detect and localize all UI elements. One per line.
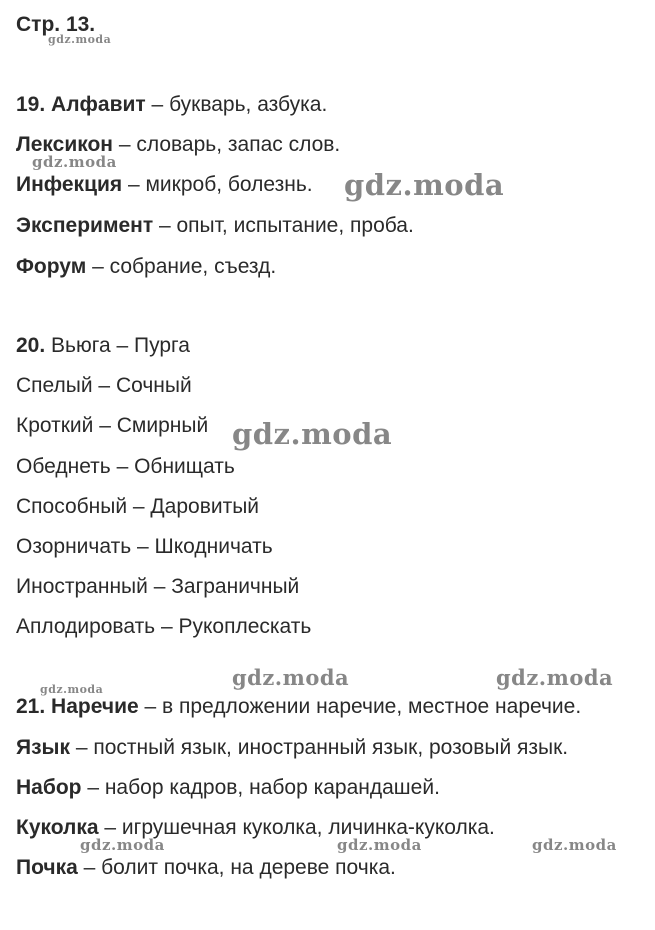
ex20-line-3 <box>16 413 208 439</box>
watermark: gdz.moda <box>40 683 104 696</box>
ex19-line-5 <box>16 254 276 280</box>
synonym-pair: Кроткий – Смирный <box>16 414 209 437</box>
exercise-number: 20. <box>16 334 46 357</box>
term: Форум <box>16 255 87 278</box>
synonym-pair: Вьюга – Пурга <box>51 334 190 357</box>
ex20-line-5 <box>16 494 259 520</box>
synonym-pair: Иностранный – Заграничный <box>16 575 300 598</box>
synonym-pair: Аплодировать – Рукоплескать <box>16 615 312 638</box>
ex21-line-1 <box>16 694 581 720</box>
ex19-line-4 <box>16 213 414 239</box>
ex20-line-2 <box>16 373 192 399</box>
ex21-line-2 <box>16 735 568 761</box>
definition: – собрание, съезд. <box>86 255 277 278</box>
ex19-line-3 <box>16 172 313 198</box>
watermark: gdz.moda <box>337 836 422 854</box>
ex20-line-1 <box>16 333 190 359</box>
term: Эксперимент <box>16 214 154 237</box>
page-header: Стр. 13. <box>16 13 96 36</box>
definition: – словарь, запас слов. <box>112 133 341 156</box>
definition: – букварь, азбука. <box>145 93 328 116</box>
definition: – игрушечная куколка, личинка-куколка. <box>98 816 495 839</box>
ex20-line-7 <box>16 574 299 600</box>
term: Лексикон <box>16 133 113 156</box>
watermark: gdz.moda <box>344 168 505 202</box>
term: Почка <box>16 856 78 879</box>
synonym-pair: Способный – Даровитый <box>16 495 260 518</box>
watermark: gdz.moda <box>496 665 614 690</box>
definition: – микроб, болезнь. <box>122 173 313 196</box>
definition: – набор кадров, набор карандашей. <box>81 776 440 799</box>
term: Набор <box>16 776 82 799</box>
synonym-pair: Спелый – Сочный <box>16 374 192 397</box>
synonym-pair: Обеднеть – Обнищать <box>16 455 235 478</box>
watermark: gdz.moda <box>232 665 350 690</box>
ex20-line-4 <box>16 454 235 480</box>
watermark: gdz.moda <box>80 836 165 854</box>
term: Алфавит <box>51 93 146 116</box>
watermark: gdz.moda <box>532 836 617 854</box>
definition: – постный язык, иностранный язык, розовый язык. <box>69 736 569 759</box>
ex21-line-5 <box>16 855 396 881</box>
term: Язык <box>16 736 70 759</box>
definition: – в предложении наречие, местное наречие. <box>138 695 582 718</box>
term: Инфекция <box>16 173 123 196</box>
definition: – опыт, испытание, проба. <box>153 214 414 237</box>
watermark: gdz.moda <box>48 33 112 46</box>
watermark: gdz.moda <box>232 417 393 451</box>
term: Наречие <box>51 695 139 718</box>
ex20-line-6 <box>16 534 273 560</box>
watermark: gdz.moda <box>32 153 117 171</box>
ex19-line-1 <box>16 92 327 118</box>
exercise-number: 19. <box>16 93 46 116</box>
definition: – болит почка, на дереве почка. <box>77 856 396 879</box>
exercise-number: 21. <box>16 695 46 718</box>
term: Куколка <box>16 816 99 839</box>
ex20-line-8 <box>16 614 311 640</box>
synonym-pair: Озорничать – Шкодничать <box>16 535 273 558</box>
ex21-line-3 <box>16 775 440 801</box>
